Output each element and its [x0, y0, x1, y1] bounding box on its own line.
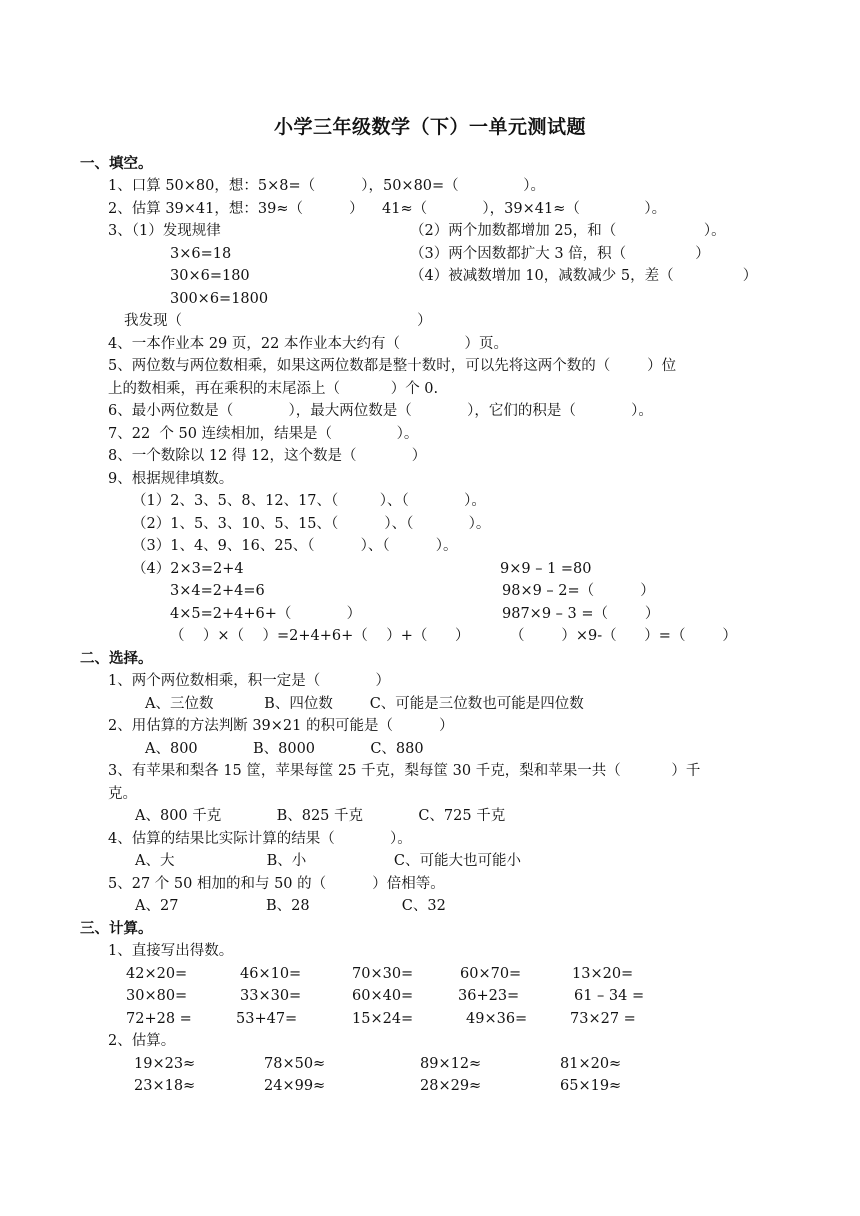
section-2-heading: 二、选择。 [80, 650, 153, 667]
fill-q3-c4: （4）被减数增加 10，减数减少 5，差（ ） [410, 268, 758, 284]
estimate-item: 65×19≈ [560, 1078, 622, 1094]
calc-item: 42×20= [126, 966, 188, 982]
calc-item: 46×10= [240, 966, 302, 982]
estimate-item: 19×23≈ [134, 1056, 196, 1072]
choice-q3-line2: 克。 [108, 786, 137, 802]
section-1-heading: 一、填空。 [80, 155, 153, 172]
choice-q1-options: A、三位数 B、四位数 C、可能是三位数也可能是四位数 [145, 696, 584, 712]
calc-item: 53+47= [236, 1011, 298, 1027]
fill-q1: 1、口算 50×80，想：5×8=（ ），50×80=（ ）。 [108, 178, 545, 194]
calc-item: 73×27 = [570, 1011, 636, 1027]
choice-q4-options: A、大 B、小 C、可能大也可能小 [135, 853, 521, 869]
fill-q9-r2: 98×9 – 2=（ ） [502, 583, 655, 599]
fill-q9-3: （3）1、4、9、16、25、（ ）、（ ）。 [132, 538, 458, 554]
estimate-item: 28×29≈ [420, 1078, 482, 1094]
page-title: 小学三年级数学（下）一单元测试题 [273, 116, 586, 138]
calc-item: 15×24= [352, 1011, 414, 1027]
fill-q5-line1: 5、两位数与两位数相乘，如果这两位数都是整十数时，可以先将这两个数的（ ）位 [108, 358, 677, 374]
fill-q3-find: 我发现（ ） [124, 313, 432, 329]
choice-q3-line1: 3、有苹果和梨各 15 筐，苹果每筐 25 千克，梨每筐 30 千克，梨和苹果一共（ ）千 [108, 763, 701, 779]
fill-q9-r1: 9×9 – 1 =80 [500, 561, 592, 577]
fill-q7: 7、22 个 50 连续相加，结果是（ ）。 [108, 426, 419, 442]
fill-q9-1: （1）2、3、5、8、12、17、（ ）、（ ）。 [132, 493, 486, 509]
calc-item: 72+28 = [126, 1011, 192, 1027]
fill-q9-4b: 3×4=2+4=6 [170, 583, 265, 599]
estimate-item: 24×99≈ [264, 1078, 326, 1094]
fill-q3-r3: 300×6=1800 [170, 291, 269, 307]
fill-q9-4c: 4×5=2+4+6+（ ） [170, 606, 362, 622]
calc-q1: 1、直接写出得数。 [108, 943, 234, 959]
fill-q9: 9、根据规律填数。 [108, 471, 234, 487]
fill-q3-r2: 30×6=180 [170, 268, 250, 284]
fill-q6: 6、最小两位数是（ ），最大两位数是（ ），它们的积是（ ）。 [108, 403, 653, 419]
fill-q9-4a: （4）2×3=2+4 [132, 561, 244, 577]
calc-item: 60×40= [352, 988, 414, 1004]
calc-item: 30×80= [126, 988, 188, 1004]
fill-q5-line2: 上的数相乘，再在乘积的末尾添上（ ）个 0. [108, 381, 439, 397]
fill-q3-r1: 3×6=18 [170, 246, 232, 262]
calc-q2: 2、估算。 [108, 1033, 176, 1049]
choice-q5-options: A、27 B、28 C、32 [135, 898, 446, 914]
calc-item: 70×30= [352, 966, 414, 982]
fill-q9-2: （2）1、5、3、10、5、15、（ ）、（ ）。 [132, 516, 491, 532]
fill-q3-c3: （3）两个因数都扩大 3 倍，积（ ） [410, 246, 710, 262]
fill-q2: 2、估算 39×41，想：39≈（ ） 41≈（ ），39×41≈（ ）。 [108, 201, 667, 217]
calc-item: 36+23= [458, 988, 520, 1004]
fill-q8: 8、一个数除以 12 得 12，这个数是（ ） [108, 448, 427, 464]
fill-q9-r4: （ ）×9-（ ）=（ ） [510, 628, 737, 644]
choice-q5: 5、27 个 50 相加的和与 50 的（ ）倍相等。 [108, 876, 445, 892]
choice-q4: 4、估算的结果比实际计算的结果（ ）。 [108, 831, 412, 847]
fill-q4: 4、一本作业本 29 页，22 本作业本大约有（ ）页。 [108, 336, 508, 352]
choice-q2-options: A、800 B、8000 C、880 [145, 741, 424, 757]
fill-q3-c2: （2）两个加数都增加 25，和（ ）。 [410, 223, 726, 239]
estimate-item: 23×18≈ [134, 1078, 196, 1094]
calc-item: 60×70= [460, 966, 522, 982]
section-3-heading: 三、计算。 [80, 920, 153, 937]
choice-q1: 1、两个两位数相乘，积一定是（ ） [108, 673, 391, 689]
estimate-item: 89×12≈ [420, 1056, 482, 1072]
choice-q2: 2、用估算的方法判断 39×21 的积可能是（ ） [108, 718, 454, 734]
fill-q9-r3: 987×9 – 3 =（ ） [502, 606, 660, 622]
estimate-item: 81×20≈ [560, 1056, 622, 1072]
calc-item: 49×36= [466, 1011, 528, 1027]
calc-item: 61 – 34 = [574, 988, 645, 1004]
fill-q9-4d: （ ）×（ ）=2+4+6+（ ）+（ ） [170, 628, 470, 644]
calc-item: 33×30= [240, 988, 302, 1004]
choice-q3-options: A、800 千克 B、825 千克 C、725 千克 [135, 808, 506, 824]
calc-item: 13×20= [572, 966, 634, 982]
fill-q3: 3、（1）发现规律 [108, 223, 221, 239]
estimate-item: 78×50≈ [264, 1056, 326, 1072]
